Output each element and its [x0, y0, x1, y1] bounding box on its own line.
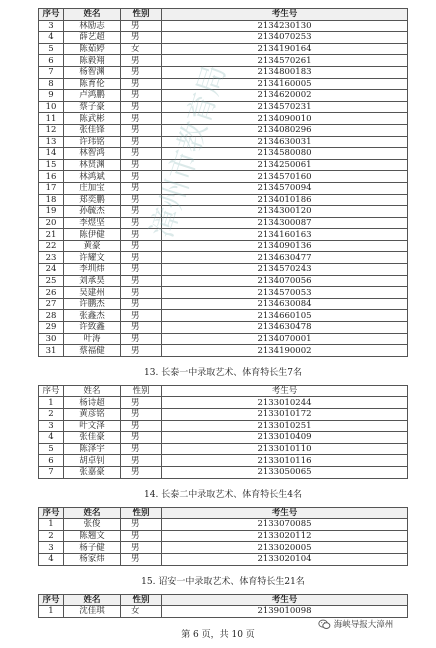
- cell-gender: 男: [121, 124, 162, 136]
- cell-name: 吴建州: [64, 287, 121, 299]
- admission-table-1: [38, 8, 408, 357]
- cell-no: 9: [39, 90, 64, 102]
- stamp-text: 漳州市教育局: [144, 60, 234, 243]
- cell-no: 24: [39, 264, 64, 276]
- cell-no: 14: [39, 148, 64, 160]
- table-row: [39, 409, 408, 421]
- table-row: [39, 397, 408, 409]
- cell-gender: 男: [121, 206, 162, 218]
- cell-gender: 男: [121, 264, 162, 276]
- cell-no: 21: [39, 229, 64, 241]
- table-row: [39, 322, 408, 334]
- cell-no: 6: [39, 455, 64, 467]
- cell-name: 陈翘文: [64, 530, 121, 542]
- cell-no: 12: [39, 124, 64, 136]
- cell-exam-no: 2133070085: [162, 519, 408, 531]
- cell-name: 杨家炜: [64, 553, 121, 565]
- cell-gender: 男: [121, 20, 162, 32]
- cell-gender: 男: [121, 217, 162, 229]
- table-row: [39, 287, 408, 299]
- cell-no: 3: [39, 542, 64, 554]
- cell-name: 胡卓钊: [64, 455, 121, 467]
- cell-no: 6: [39, 55, 64, 67]
- wechat-icon: [318, 618, 331, 631]
- cell-gender: 女: [121, 606, 162, 618]
- cell-name: 庄加宝: [64, 182, 121, 194]
- table-row: [39, 124, 408, 136]
- header-exam-no: 考生号: [162, 507, 408, 519]
- table-row: [39, 264, 408, 276]
- cell-no: 1: [39, 519, 64, 531]
- cell-no: 19: [39, 206, 64, 218]
- cell-gender: 男: [121, 310, 162, 322]
- watermark-text: 海峡导报大漳州: [333, 620, 394, 630]
- header-no: 序号: [39, 594, 64, 606]
- header-name: 姓名: [64, 507, 121, 519]
- table-row: [39, 182, 408, 194]
- cell-no: 20: [39, 217, 64, 229]
- cell-name: 陈育伦: [64, 78, 121, 90]
- document-body: [38, 8, 408, 618]
- wechat-watermark: [318, 618, 434, 638]
- cell-gender: 男: [121, 298, 162, 310]
- section-title-15: 15. 诏安一中录取艺术、体育特长生21名: [141, 576, 305, 587]
- cell-no: 1: [39, 606, 64, 618]
- table-row: [39, 78, 408, 90]
- cell-gender: 女: [121, 43, 162, 55]
- cell-name: 许致鑫: [64, 322, 121, 334]
- table-header-row: [39, 9, 408, 21]
- cell-exam-no: 2134250061: [162, 159, 408, 171]
- table-row: [39, 519, 408, 531]
- cell-no: 16: [39, 171, 64, 183]
- header-exam-no: 考生号: [162, 9, 408, 21]
- cell-exam-no: 2134630031: [162, 136, 408, 148]
- header-no: 序号: [39, 385, 64, 397]
- cell-no: 3: [39, 20, 64, 32]
- cell-name: 蔡福健: [64, 345, 121, 357]
- cell-name: 沈佳琪: [64, 606, 121, 618]
- cell-exam-no: 2134160005: [162, 78, 408, 90]
- cell-exam-no: 2133020005: [162, 542, 408, 554]
- cell-no: 4: [39, 32, 64, 44]
- cell-exam-no: 2134570160: [162, 171, 408, 183]
- cell-name: 陈泽宇: [64, 443, 121, 455]
- cell-name: 李圳炜: [64, 264, 121, 276]
- cell-exam-no: 2134190164: [162, 43, 408, 55]
- cell-exam-no: 2134300120: [162, 206, 408, 218]
- cell-gender: 男: [121, 553, 162, 565]
- table-row: [39, 32, 408, 44]
- cell-no: 28: [39, 310, 64, 322]
- table-2-body: [39, 397, 408, 478]
- table-row: [39, 66, 408, 78]
- cell-no: 29: [39, 322, 64, 334]
- table-row: [39, 101, 408, 113]
- cell-exam-no: 2134160163: [162, 229, 408, 241]
- cell-gender: 男: [121, 432, 162, 444]
- cell-name: 张鑫杰: [64, 310, 121, 322]
- cell-gender: 男: [121, 240, 162, 252]
- cell-name: 黄豪: [64, 240, 121, 252]
- cell-name: 叶文泽: [64, 420, 121, 432]
- table-row: [39, 542, 408, 554]
- table-row: [39, 20, 408, 32]
- cell-no: 22: [39, 240, 64, 252]
- cell-name: 杨智渊: [64, 66, 121, 78]
- cell-exam-no: 2134090010: [162, 113, 408, 125]
- cell-exam-no: 2134070253: [162, 32, 408, 44]
- cell-gender: 男: [121, 148, 162, 160]
- cell-exam-no: 2134620002: [162, 90, 408, 102]
- table-row: [39, 240, 408, 252]
- cell-name: 许耀文: [64, 252, 121, 264]
- table-3-body: [39, 519, 408, 565]
- cell-name: 叶涛: [64, 333, 121, 345]
- cell-gender: 男: [121, 32, 162, 44]
- table-row: [39, 159, 408, 171]
- cell-name: 蔡子豪: [64, 101, 121, 113]
- header-gender: 性别: [121, 9, 162, 21]
- table-row: [39, 466, 408, 478]
- cell-name: 张嘉豪: [64, 466, 121, 478]
- cell-gender: 男: [121, 530, 162, 542]
- cell-gender: 男: [121, 420, 162, 432]
- cell-exam-no: 2134570094: [162, 182, 408, 194]
- cell-name: 郑奕鹏: [64, 194, 121, 206]
- cell-no: 1: [39, 397, 64, 409]
- admission-table-3: [38, 507, 408, 566]
- header-name: 姓名: [64, 594, 121, 606]
- table-row: [39, 136, 408, 148]
- cell-exam-no: 2133010409: [162, 432, 408, 444]
- cell-exam-no: 2134070001: [162, 333, 408, 345]
- table-row: [39, 530, 408, 542]
- cell-exam-no: 2134570261: [162, 55, 408, 67]
- table-row: [39, 420, 408, 432]
- cell-no: 13: [39, 136, 64, 148]
- cell-gender: 男: [121, 322, 162, 334]
- header-gender: 性别: [121, 507, 162, 519]
- cell-gender: 男: [121, 333, 162, 345]
- header-name: 姓名: [64, 385, 121, 397]
- table-row: [39, 333, 408, 345]
- cell-no: 17: [39, 182, 64, 194]
- cell-no: 10: [39, 101, 64, 113]
- table-row: [39, 55, 408, 67]
- cell-gender: 男: [121, 455, 162, 467]
- cell-exam-no: 2133010116: [162, 455, 408, 467]
- cell-gender: 男: [121, 519, 162, 531]
- cell-gender: 男: [121, 229, 162, 241]
- cell-name: 杨子健: [64, 542, 121, 554]
- table-row: [39, 606, 408, 618]
- table-row: [39, 432, 408, 444]
- cell-name: 张俊: [64, 519, 121, 531]
- cell-exam-no: 2134630084: [162, 298, 408, 310]
- cell-name: 黄彦铭: [64, 409, 121, 421]
- cell-exam-no: 2133020104: [162, 553, 408, 565]
- cell-gender: 男: [121, 90, 162, 102]
- cell-gender: 男: [121, 409, 162, 421]
- header-no: 序号: [39, 9, 64, 21]
- cell-no: 5: [39, 43, 64, 55]
- cell-exam-no: 2139010098: [162, 606, 408, 618]
- table-header-row: [39, 507, 408, 519]
- header-exam-no: 考生号: [162, 385, 408, 397]
- cell-exam-no: 2134660105: [162, 310, 408, 322]
- cell-gender: 男: [121, 397, 162, 409]
- table-row: [39, 148, 408, 160]
- cell-exam-no: 2134090136: [162, 240, 408, 252]
- cell-no: 7: [39, 466, 64, 478]
- cell-exam-no: 2134570231: [162, 101, 408, 113]
- table-row: [39, 113, 408, 125]
- cell-exam-no: 2134190002: [162, 345, 408, 357]
- cell-exam-no: 2133020112: [162, 530, 408, 542]
- cell-name: 许玮铭: [64, 136, 121, 148]
- table-row: [39, 43, 408, 55]
- table-row: [39, 310, 408, 322]
- cell-gender: 男: [121, 66, 162, 78]
- cell-gender: 男: [121, 542, 162, 554]
- cell-gender: 男: [121, 345, 162, 357]
- table-row: [39, 443, 408, 455]
- cell-no: 8: [39, 78, 64, 90]
- cell-no: 23: [39, 252, 64, 264]
- cell-gender: 男: [121, 159, 162, 171]
- cell-name: 陈武彬: [64, 113, 121, 125]
- header-no: 序号: [39, 507, 64, 519]
- cell-name: 陈伊健: [64, 229, 121, 241]
- table-4-body: [39, 606, 408, 618]
- cell-name: 卢鸿鹏: [64, 90, 121, 102]
- cell-no: 18: [39, 194, 64, 206]
- table-header-row: [39, 385, 408, 397]
- cell-no: 27: [39, 298, 64, 310]
- table-row: [39, 90, 408, 102]
- table-row: [39, 229, 408, 241]
- cell-exam-no: 2134800183: [162, 66, 408, 78]
- cell-no: 2: [39, 409, 64, 421]
- table-row: [39, 298, 408, 310]
- cell-name: 张佳锋: [64, 124, 121, 136]
- cell-no: 4: [39, 432, 64, 444]
- section-title-14: 14. 长泰二中录取艺术、体育特长生4名: [144, 489, 302, 500]
- cell-exam-no: 2133010251: [162, 420, 408, 432]
- table-row: [39, 252, 408, 264]
- cell-gender: 男: [121, 443, 162, 455]
- cell-no: 25: [39, 275, 64, 287]
- cell-name: 林鸿斌: [64, 171, 121, 183]
- header-gender: 性别: [121, 594, 162, 606]
- section-title-13: 13. 长泰一中录取艺术、体育特长生7名: [144, 367, 302, 378]
- cell-exam-no: 2134070056: [162, 275, 408, 287]
- header-name: 姓名: [64, 9, 121, 21]
- cell-name: 张佳豪: [64, 432, 121, 444]
- cell-gender: 男: [121, 252, 162, 264]
- cell-gender: 男: [121, 78, 162, 90]
- cell-gender: 男: [121, 55, 162, 67]
- cell-name: 李煜坚: [64, 217, 121, 229]
- cell-exam-no: 2134230130: [162, 20, 408, 32]
- header-gender: 性别: [121, 385, 162, 397]
- cell-exam-no: 2134630477: [162, 252, 408, 264]
- cell-exam-no: 2133010110: [162, 443, 408, 455]
- table-header-row: [39, 594, 408, 606]
- cell-gender: 男: [121, 136, 162, 148]
- cell-name: 许鹏杰: [64, 298, 121, 310]
- cell-exam-no: 2133010172: [162, 409, 408, 421]
- cell-gender: 男: [121, 101, 162, 113]
- cell-gender: 男: [121, 171, 162, 183]
- table-1-body: [39, 20, 408, 356]
- cell-exam-no: 2134630478: [162, 322, 408, 334]
- cell-name: 刘承昊: [64, 275, 121, 287]
- cell-gender: 男: [121, 275, 162, 287]
- cell-no: 15: [39, 159, 64, 171]
- cell-no: 11: [39, 113, 64, 125]
- cell-gender: 男: [121, 113, 162, 125]
- cell-gender: 男: [121, 182, 162, 194]
- cell-exam-no: 2134570053: [162, 287, 408, 299]
- admission-table-4: [38, 594, 408, 618]
- cell-no: 3: [39, 420, 64, 432]
- cell-exam-no: 2133010244: [162, 397, 408, 409]
- table-row: [39, 455, 408, 467]
- cell-no: 4: [39, 553, 64, 565]
- admission-table-2: [38, 385, 408, 479]
- cell-no: 5: [39, 443, 64, 455]
- cell-gender: 男: [121, 194, 162, 206]
- cell-name: 杨诗超: [64, 397, 121, 409]
- table-row: [39, 217, 408, 229]
- cell-no: 2: [39, 530, 64, 542]
- table-row: [39, 194, 408, 206]
- cell-exam-no: 2134580080: [162, 148, 408, 160]
- cell-no: 26: [39, 287, 64, 299]
- cell-no: 7: [39, 66, 64, 78]
- cell-name: 陈毅翔: [64, 55, 121, 67]
- cell-exam-no: 2134570243: [162, 264, 408, 276]
- cell-name: 林智鸿: [64, 148, 121, 160]
- table-row: [39, 345, 408, 357]
- cell-name: 林励志: [64, 20, 121, 32]
- cell-name: 陈茹婷: [64, 43, 121, 55]
- table-row: [39, 275, 408, 287]
- cell-name: 孙毓杰: [64, 206, 121, 218]
- page-footer: 第 6 页，共 10 页: [181, 630, 255, 640]
- cell-exam-no: 2134300087: [162, 217, 408, 229]
- cell-no: 30: [39, 333, 64, 345]
- cell-gender: 男: [121, 287, 162, 299]
- cell-name: 薛艺超: [64, 32, 121, 44]
- header-exam-no: 考生号: [162, 594, 408, 606]
- cell-no: 31: [39, 345, 64, 357]
- cell-gender: 男: [121, 466, 162, 478]
- cell-exam-no: 2134080296: [162, 124, 408, 136]
- cell-exam-no: 2134010186: [162, 194, 408, 206]
- table-row: [39, 206, 408, 218]
- cell-exam-no: 2133050065: [162, 466, 408, 478]
- cell-name: 林贤渊: [64, 159, 121, 171]
- table-row: [39, 171, 408, 183]
- table-row: [39, 553, 408, 565]
